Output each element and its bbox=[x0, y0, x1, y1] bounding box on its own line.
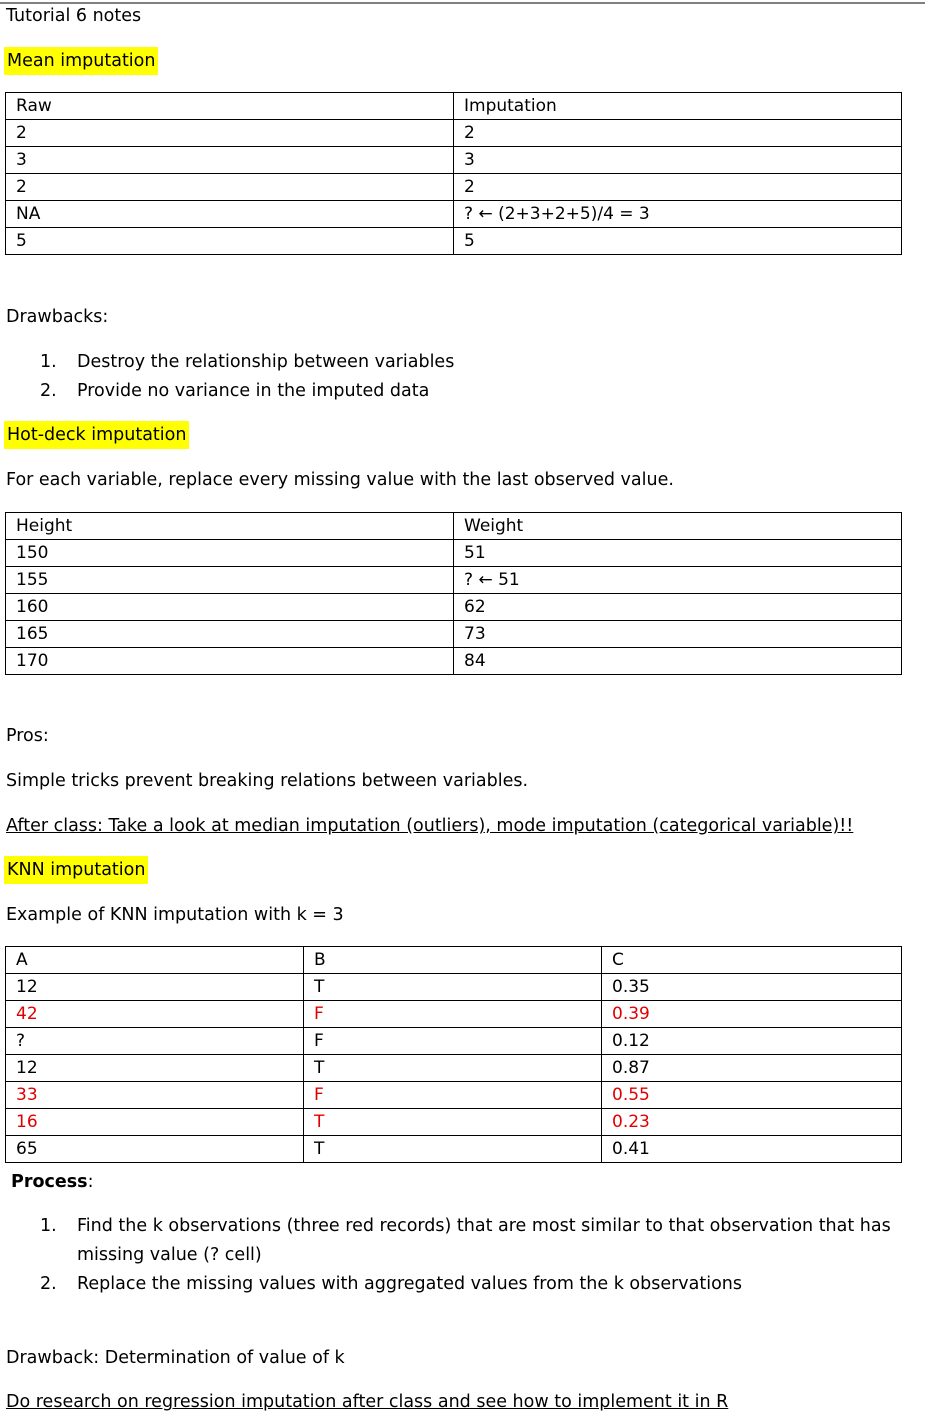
table-row bbox=[6, 648, 902, 675]
table-row bbox=[6, 567, 902, 594]
table-cell: T bbox=[304, 1055, 602, 1082]
table-row bbox=[6, 1136, 902, 1163]
table-cell: 0.23 bbox=[602, 1109, 902, 1136]
table-cell: 0.39 bbox=[602, 1001, 902, 1028]
list-item-number: 2. bbox=[40, 1274, 57, 1294]
drawbacks-label: Drawbacks: bbox=[6, 307, 109, 327]
list-item bbox=[0, 348, 920, 377]
table-cell: 155 bbox=[6, 567, 454, 594]
table-row bbox=[6, 174, 902, 201]
table-cell: ? ← 51 bbox=[454, 567, 902, 594]
table-row bbox=[6, 1082, 902, 1109]
table-header-cell: Weight bbox=[454, 513, 902, 540]
drawbacks-list bbox=[0, 348, 920, 406]
process-label-text: Process bbox=[11, 1172, 88, 1192]
list-item-text: Destroy the relationship between variables bbox=[77, 352, 455, 372]
table-header-cell: Imputation bbox=[454, 93, 902, 120]
table-cell: 5 bbox=[454, 228, 902, 255]
table-cell: 12 bbox=[6, 974, 304, 1001]
table-row bbox=[6, 621, 902, 648]
research-note: Do research on regression imputation after class and see how to implement it in R bbox=[6, 1392, 729, 1412]
table-cell: 170 bbox=[6, 648, 454, 675]
knn-example: Example of KNN imputation with k = 3 bbox=[6, 905, 344, 925]
table-cell: 51 bbox=[454, 540, 902, 567]
table-row bbox=[6, 1001, 902, 1028]
table-row bbox=[6, 1055, 902, 1082]
table-header-cell: B bbox=[304, 947, 602, 974]
table-cell: 16 bbox=[6, 1109, 304, 1136]
table-cell: 5 bbox=[6, 228, 454, 255]
mean-imputation-heading: Mean imputation bbox=[4, 47, 158, 75]
table-cell: T bbox=[304, 974, 602, 1001]
table-cell: ? ← (2+3+2+5)/4 = 3 bbox=[454, 201, 902, 228]
hotdeck-imputation-table bbox=[5, 512, 902, 675]
table-header-row bbox=[6, 947, 902, 974]
table-cell: T bbox=[304, 1109, 602, 1136]
table-cell: 2 bbox=[454, 174, 902, 201]
after-class-note: After class: Take a look at median imputation (outliers), mode imputation (categorical variable)!! bbox=[6, 816, 854, 836]
page-title: Tutorial 6 notes bbox=[6, 6, 142, 26]
process-label bbox=[11, 1170, 93, 1194]
table-row bbox=[6, 1028, 902, 1055]
table-cell: 3 bbox=[6, 147, 454, 174]
list-item-text: Replace the missing values with aggregated values from the k observations bbox=[77, 1274, 743, 1294]
table-cell: 0.55 bbox=[602, 1082, 902, 1109]
table-cell: 160 bbox=[6, 594, 454, 621]
list-item-text: Find the k observations (three red records) that are most similar to that observation that has missing value (? cell) bbox=[77, 1216, 891, 1265]
table-row bbox=[6, 1109, 902, 1136]
table-cell: T bbox=[304, 1136, 602, 1163]
table-cell: 2 bbox=[6, 120, 454, 147]
list-item-number: 2. bbox=[40, 381, 57, 401]
table-cell: 42 bbox=[6, 1001, 304, 1028]
table-cell: 0.35 bbox=[602, 974, 902, 1001]
list-item bbox=[0, 377, 920, 406]
hotdeck-imputation-heading: Hot-deck imputation bbox=[4, 421, 189, 449]
table-row bbox=[6, 201, 902, 228]
table-cell: 2 bbox=[454, 120, 902, 147]
knn-drawback: Drawback: Determination of value of k bbox=[6, 1348, 345, 1368]
table-cell: NA bbox=[6, 201, 454, 228]
mean-imputation-table bbox=[5, 92, 902, 255]
table-cell: 12 bbox=[6, 1055, 304, 1082]
table-cell: 65 bbox=[6, 1136, 304, 1163]
table-cell: F bbox=[304, 1028, 602, 1055]
table-row bbox=[6, 594, 902, 621]
table-cell: 0.41 bbox=[602, 1136, 902, 1163]
table-header-cell: Raw bbox=[6, 93, 454, 120]
list-item-text: Provide no variance in the imputed data bbox=[77, 381, 430, 401]
hotdeck-intro: For each variable, replace every missing value with the last observed value. bbox=[6, 470, 674, 490]
list-item-number: 1. bbox=[40, 352, 57, 372]
process-list bbox=[0, 1212, 920, 1299]
table-cell: 84 bbox=[454, 648, 902, 675]
list-item-number: 1. bbox=[40, 1216, 57, 1236]
table-cell: F bbox=[304, 1001, 602, 1028]
table-cell: 3 bbox=[454, 147, 902, 174]
table-cell: 150 bbox=[6, 540, 454, 567]
table-cell: 2 bbox=[6, 174, 454, 201]
table-row bbox=[6, 228, 902, 255]
knn-imputation-heading: KNN imputation bbox=[4, 856, 148, 884]
table-header-cell: A bbox=[6, 947, 304, 974]
table-cell: 73 bbox=[454, 621, 902, 648]
table-cell: ? bbox=[6, 1028, 304, 1055]
table-cell: 0.87 bbox=[602, 1055, 902, 1082]
table-row bbox=[6, 540, 902, 567]
table-header-row bbox=[6, 93, 902, 120]
list-item bbox=[0, 1212, 920, 1270]
table-header-row bbox=[6, 513, 902, 540]
table-row bbox=[6, 120, 902, 147]
table-cell: 62 bbox=[454, 594, 902, 621]
pros-label: Pros: bbox=[6, 726, 49, 746]
table-row bbox=[6, 147, 902, 174]
table-cell: 0.12 bbox=[602, 1028, 902, 1055]
table-cell: 33 bbox=[6, 1082, 304, 1109]
table-cell: 165 bbox=[6, 621, 454, 648]
knn-imputation-table bbox=[5, 946, 902, 1163]
process-label-colon: : bbox=[87, 1172, 94, 1192]
pros-text: Simple tricks prevent breaking relations between variables. bbox=[6, 771, 529, 791]
list-item bbox=[0, 1270, 920, 1299]
table-row bbox=[6, 974, 902, 1001]
table-header-cell: Height bbox=[6, 513, 454, 540]
table-cell: F bbox=[304, 1082, 602, 1109]
table-header-cell: C bbox=[602, 947, 902, 974]
